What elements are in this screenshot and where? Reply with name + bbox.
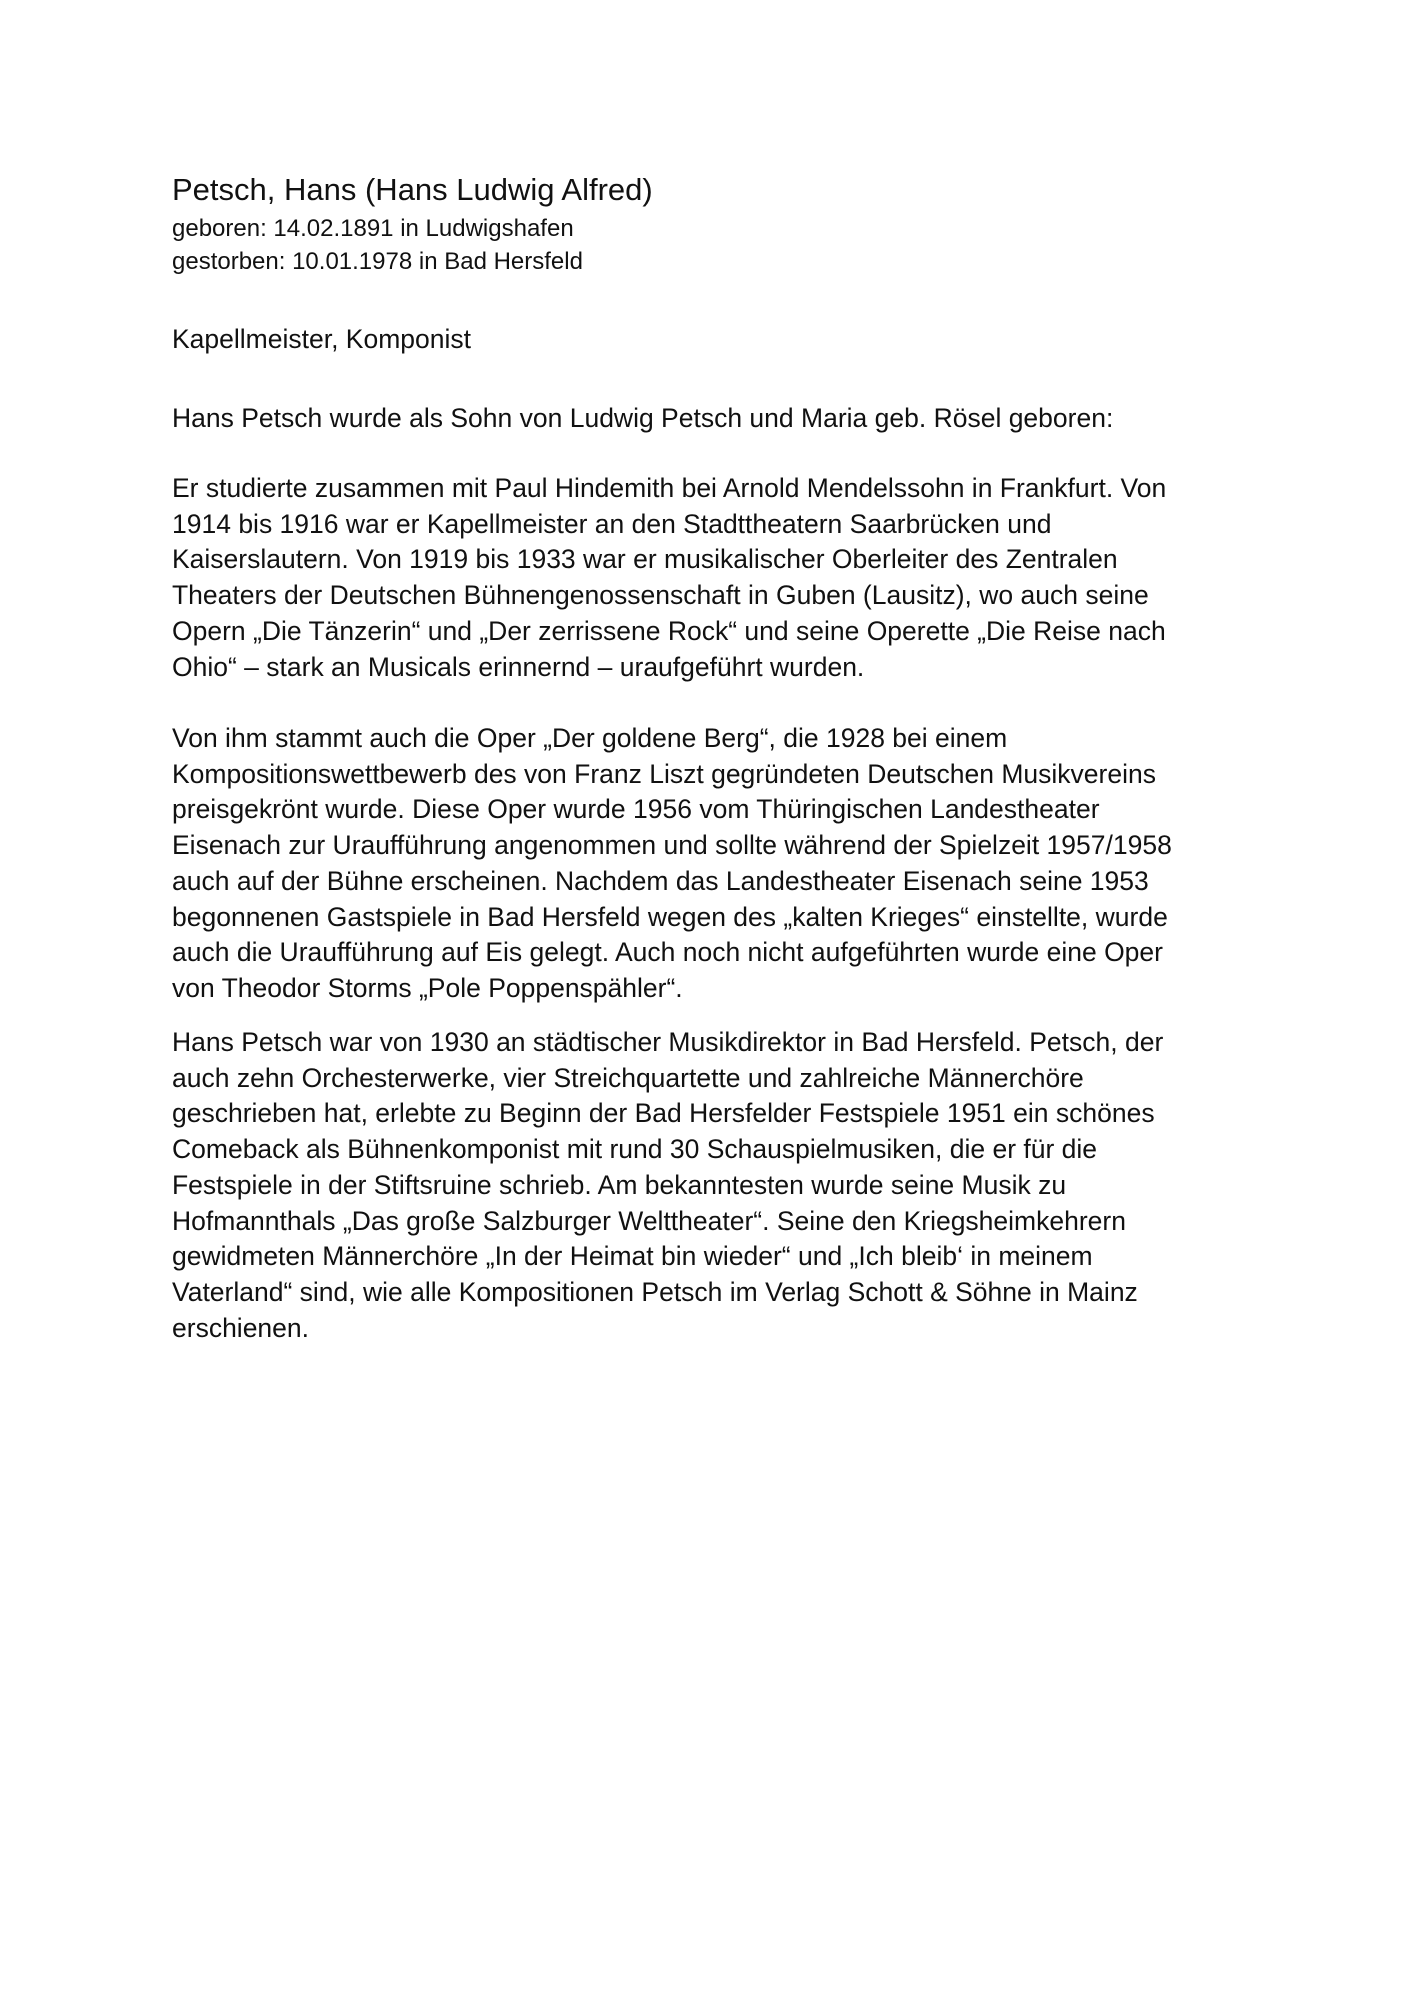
text-line: von Theodor Storms „Pole Poppenspähler“. <box>172 972 683 1003</box>
life-dates <box>172 212 583 278</box>
text-line: Er studierte zusammen mit Paul Hindemith bei Arnold Mendelssohn in Frankfurt. Von <box>172 473 1167 503</box>
text-line: auch auf der Bühne erscheinen. Nachdem das Landestheater Eisenach seine 1953 <box>172 865 1149 896</box>
text-line: Hans Petsch war von 1930 an städtischer Musikdirektor in Bad Hersfeld. Petsch, der <box>172 1027 1164 1057</box>
text-line: Vaterland“ sind, wie alle Kompositionen Petsch im Verlag Schott & Söhne in Mainz <box>172 1276 1138 1307</box>
text-line: auch zehn Orchesterwerke, vier Streichquartette und zahlreiche Männerchöre <box>172 1062 1084 1093</box>
text-line: Eisenach zur Uraufführung angenommen und sollte während der Spielzeit 1957/1958 <box>172 830 1172 861</box>
text-line: Ohio“ – stark an Musicals erinnernd – uraufgeführt wurden. <box>172 651 865 682</box>
death-info: gestorben: 10.01.1978 in Bad Hersfeld <box>172 248 583 275</box>
profession: Kapellmeister, Komponist <box>172 324 472 354</box>
text-line: Kaiserslautern. Von 1919 bis 1933 war er musikalischer Oberleiter des Zentralen <box>172 544 1118 575</box>
text-line: geschrieben hat, erlebte zu Beginn der Bad Hersfelder Festspiele 1951 ein schönes <box>172 1098 1155 1129</box>
text-line: auch die Uraufführung auf Eis gelegt. Auch noch nicht aufgeführten wurde eine Oper <box>172 937 1163 968</box>
page-title: Petsch, Hans (Hans Ludwig Alfred) <box>172 172 653 207</box>
text-line: preisgekrönt wurde. Diese Oper wurde 1956 vom Thüringischen Landestheater <box>172 794 1100 825</box>
text-line: Opern „Die Tänzerin“ und „Der zerrissene Rock“ und seine Operette „Die Reise nach <box>172 615 1166 646</box>
text-line: Festspiele in der Stiftsruine schrieb. Am bekanntesten wurde seine Musik zu <box>172 1169 1067 1200</box>
intro-text: Hans Petsch wurde als Sohn von Ludwig Petsch und Maria geb. Rösel geboren: <box>172 403 1114 433</box>
text-line: gewidmeten Männerchöre „In der Heimat bin wieder“ und „Ich bleib‘ in meinem <box>172 1241 1093 1272</box>
text-line: Von ihm stammt auch die Oper „Der goldene Berg“, die 1928 bei einem <box>172 723 1008 753</box>
text-line: begonnenen Gastspiele in Bad Hersfeld wegen des „kalten Krieges“ einstellte, wurde <box>172 901 1168 932</box>
birth-info: geboren: 14.02.1891 in Ludwigshafen <box>172 215 574 242</box>
text-line: Comeback als Bühnenkomponist mit rund 30 Schauspielmusiken, die er für die <box>172 1134 1098 1165</box>
text-line: Kompositionswettbewerb des von Franz Liszt gegründeten Deutschen Musikvereins <box>172 758 1156 789</box>
text-line: Theaters der Deutschen Bühnengenossenschaft in Guben (Lausitz), wo auch seine <box>172 580 1149 611</box>
paragraph-2 <box>172 721 1172 1007</box>
paragraph-3 <box>172 1025 1163 1346</box>
paragraph-1 <box>172 471 1166 685</box>
text-line: erschienen. <box>172 1312 310 1343</box>
text-line: Hofmannthals „Das große Salzburger Welttheater“. Seine den Kriegsheimkehrern <box>172 1205 1126 1236</box>
text-line: 1914 bis 1916 war er Kapellmeister an den Stadttheatern Saarbrücken und <box>172 508 1052 539</box>
